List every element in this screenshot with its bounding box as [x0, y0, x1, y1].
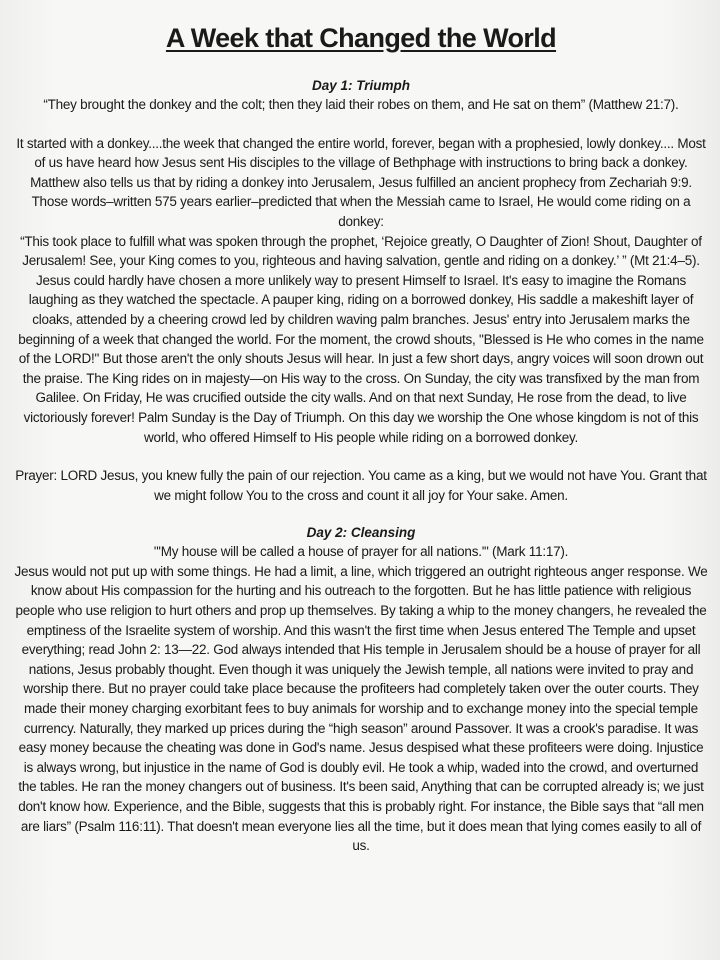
day1-verse: “They brought the donkey and the colt; then they laid their robes on them, and He sat on them” (Matthew 21:7). [43, 97, 679, 112]
day1-quote: “This took place to fulfill what was spoken through the prophet, ‘Rejoice greatly, O Daughter of Zion! Shout, Daughter of Jerusalem! See, your King comes to you, righteous and having salvation, gentle and riding on a donkey.’ ” (Mt 21:4–5). [20, 233, 702, 269]
spacer [14, 505, 708, 523]
day1-heading: Day 1: Triumph [311, 78, 411, 93]
day1-paragraph-1: It started with a donkey....the week that changed the entire world, forever, began with a prophesied, lowly donkey.... Most of us have heard how Jesus sent His disciples to the village of Bethphage with instructions to bring back a donkey. Matthew also tells us that by riding a donkey into Jerusalem, Jesus fulfilled an ancient prophecy from Zechariah 9:9. Those words–written 575 years earlier–predicted that when the Messiah came to Israel, He would come riding on a donkey: [16, 135, 706, 229]
spacer [14, 447, 708, 466]
day2-heading: Day 2: Cleansing [306, 525, 416, 541]
day1-prayer: Prayer: LORD Jesus, you knew fully the pain of our rejection. You came as a king, but we would not have You. Grant that we might follow You to the cross and count it all joy for Your sake. Amen. [15, 468, 707, 503]
day2-paragraph-1: Jesus would not put up with some things. He had a limit, a line, which triggered an outright righteous anger response. We know about His compassion for the hurting and his outreach to the forgotten. But he has little patience with religious people who use religion to hurt others and prop up themselves. By taking a whip to the money changers, he revealed the emptiness of the Israelite system of worship. And this wasn't the first time when Jesus entered The Temple and upset everything; read John 2: 13—22. God always intended that His temple in Jerusalem should be a house of prayer for all nations, Jesus probably thought. Even though it was uniquely the Jewish temple, all nations were invited to pray and worship there. But no prayer could take place because the profiteers had completely taken over the outer courts. They made their money charging exorbitant fees to buy animals for worship and to exchange money into the special temple currency. Naturally, they marked up prices during the “high season” around Passover. It was a crook's paradise. It was easy money because the cheating was done in God's name. Jesus despised what these profiteers were doing. Injustice is always wrong, but injustice in the name of God is doubly evil. He took a whip, waded into the crowd, and overturned the tables. He ran the money changers out of business. It's been said, Anything that can be corrupted already is; we just don't know how. Experience, and the Bible, suggests that this is probably right. For instance, the Bible says that “all men are liars” (Psalm 116:11). That doesn't mean everyone lies all the time, but it does mean that lying comes easily to all of us. [14, 563, 708, 854]
page-title: A Week that Changed the World [165, 23, 557, 53]
day1-paragraph-2: Jesus could hardly have chosen a more unlikely way to present Himself to Israel. It's easy to imagine the Romans laughing as they watched the spectacle. A pauper king, riding on a borrowed donkey, His saddle a makeshift layer of cloaks, attended by a cheering crowd led by children waving palm branches. Jesus' entry into Jerusalem marks the beginning of a week that changed the world. For the moment, the crowd shouts, "Blessed is He who comes in the name of the LORD!" But those aren't the only shouts Jesus will hear. In just a few short days, angry voices will soon drown out the praise. The King rides on in majesty—on His way to the cross. On Sunday, the city was transfixed by the man from Galilee. On Friday, He was crucified outside the city walls. And on that next Sunday, He rose from the dead, to live victoriously forever! Palm Sunday is the Day of Triumph. On this day we worship the One whose kingdom is not of this world, who offered Himself to His people while riding on a borrowed donkey. [18, 272, 704, 445]
spacer [14, 115, 708, 134]
day2-verse: "'My house will be called a house of prayer for all nations.'" (Mark 11:17). [153, 544, 569, 560]
